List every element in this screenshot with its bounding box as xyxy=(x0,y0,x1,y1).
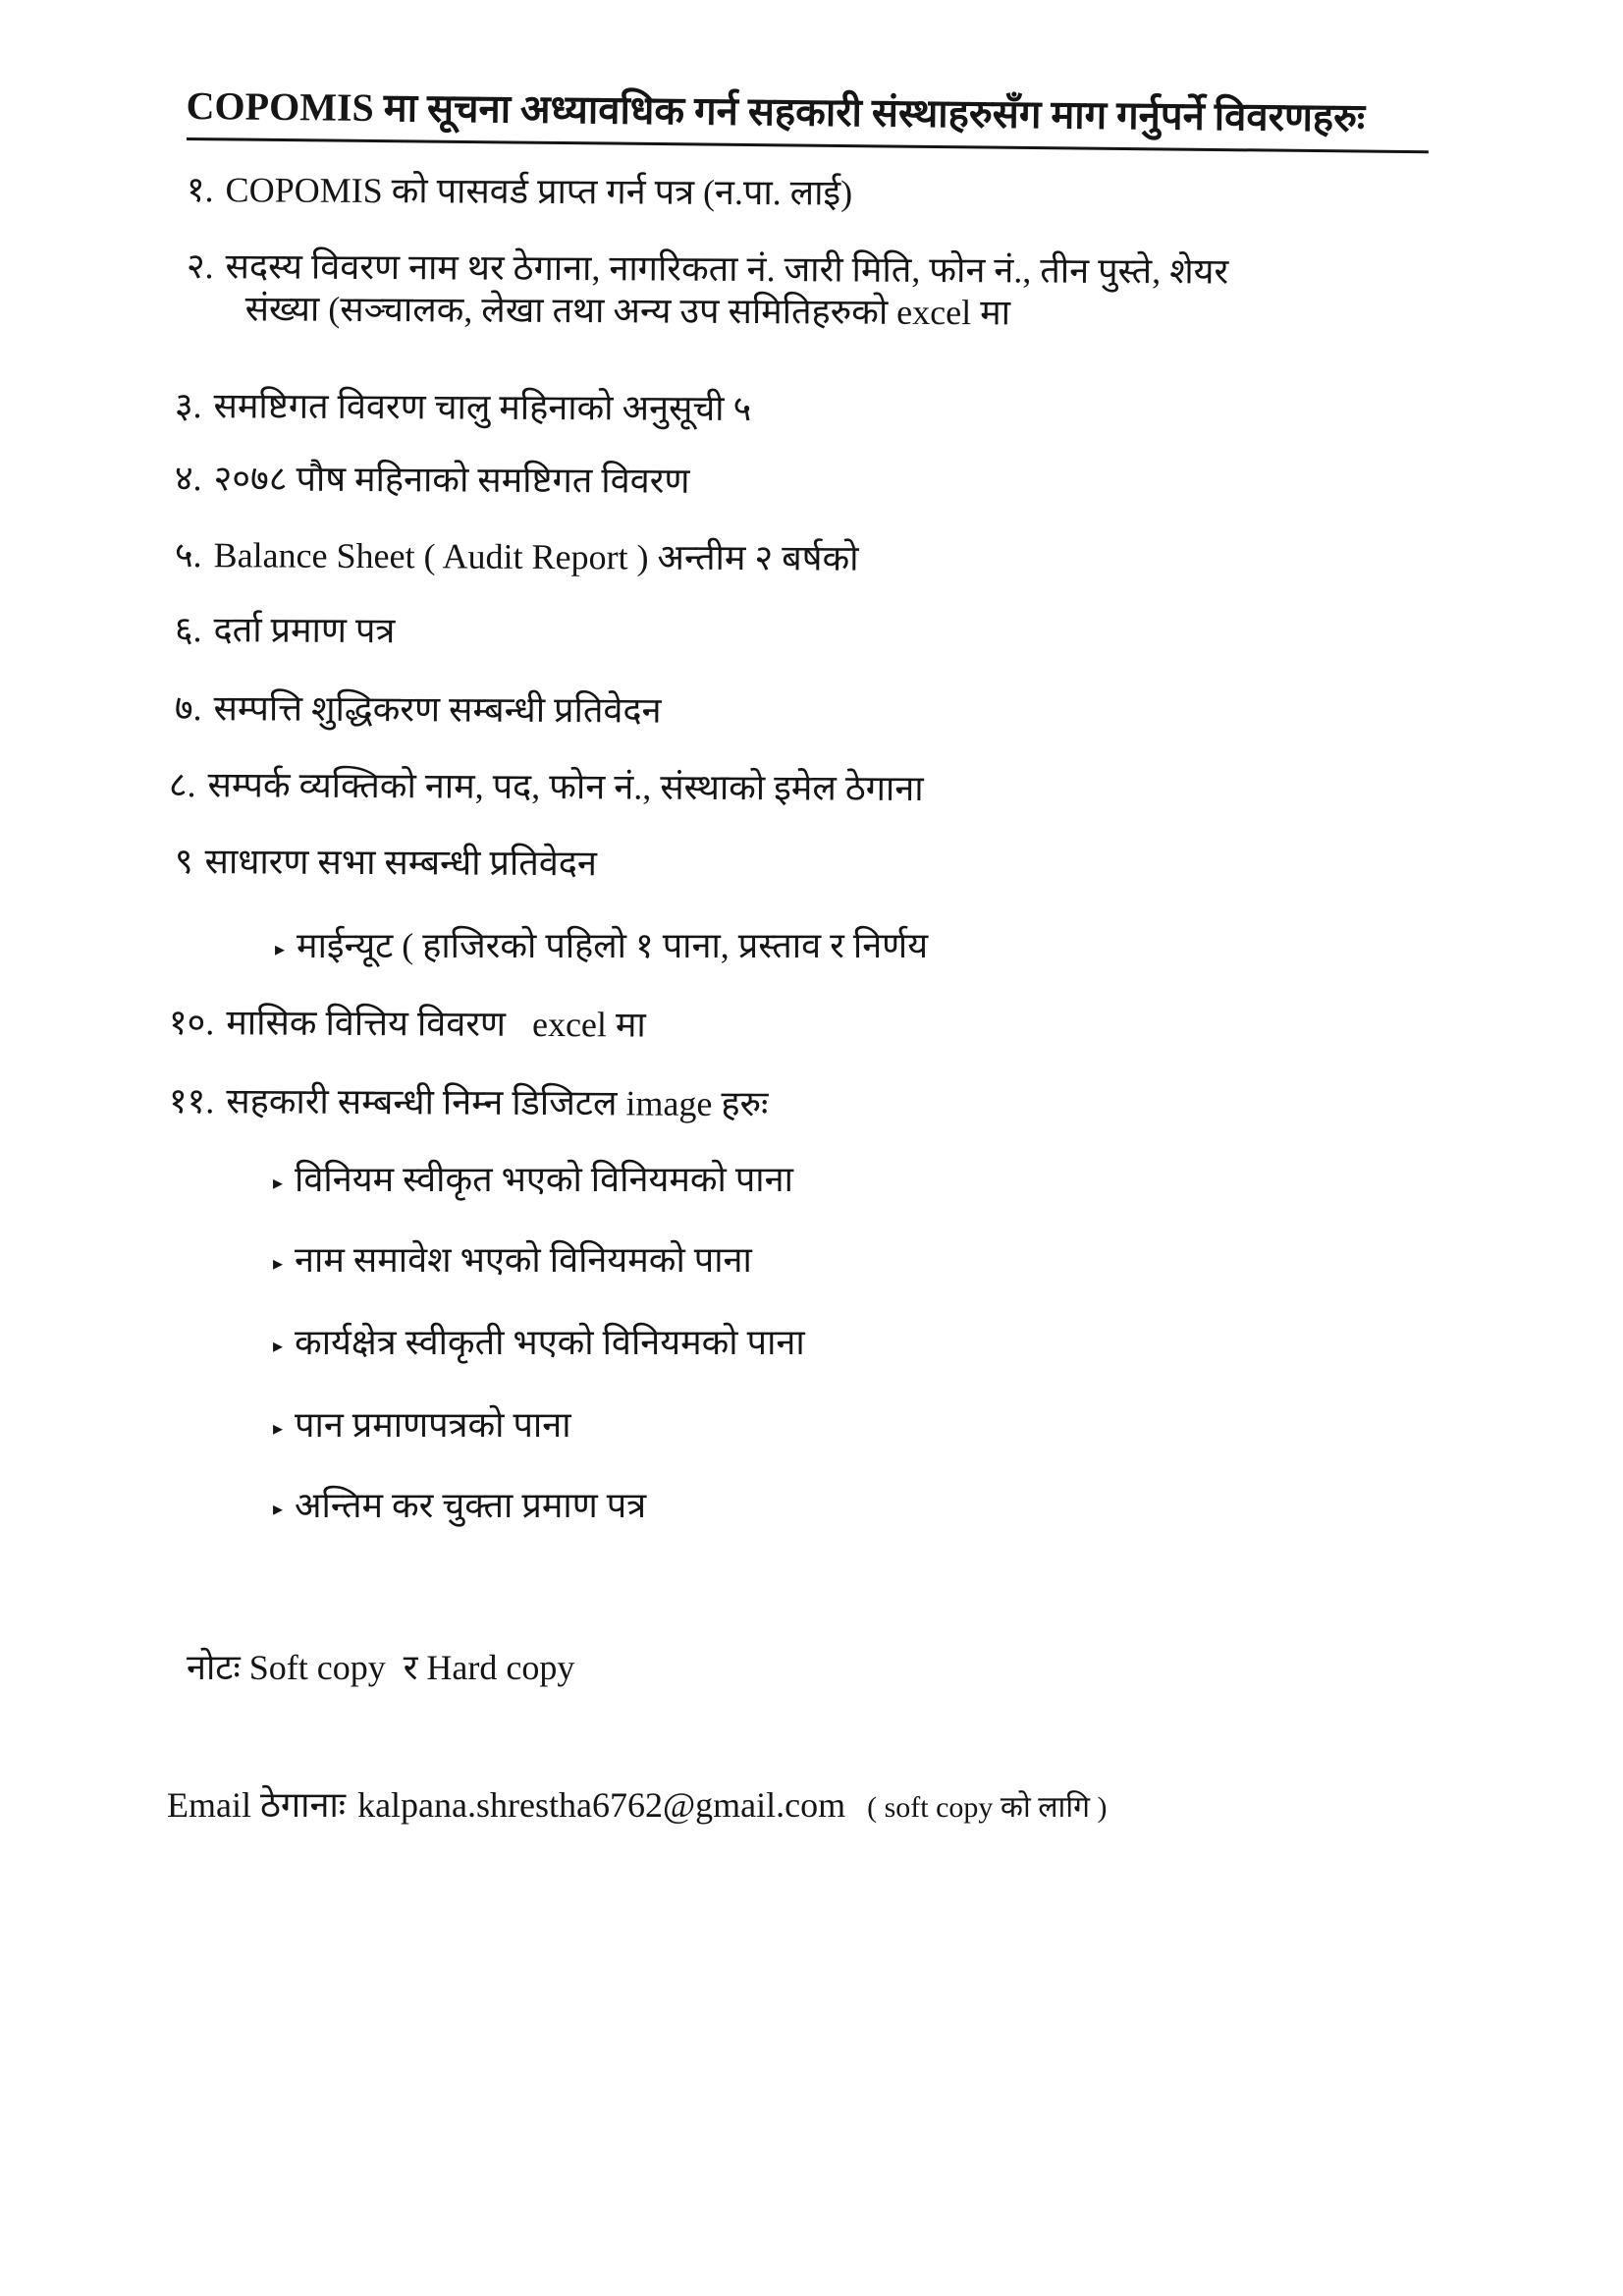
item-text: Balance Sheet ( Audit Report ) अन्तीम २ बर्षको xyxy=(213,535,859,578)
email-line xyxy=(167,1779,1107,1828)
list-item-11 xyxy=(169,1080,769,1125)
sub-item-digital-1 xyxy=(273,1159,793,1201)
list-item-8 xyxy=(169,764,924,810)
sub-item-text: अन्तिम कर चुक्ता प्रमाण पत्र xyxy=(295,1486,647,1525)
sub-item-text: पान प्रमाणपत्रको पाना xyxy=(295,1405,571,1445)
bullet-icon: ▸ xyxy=(275,938,286,960)
list-item-3 xyxy=(175,385,752,430)
bullet-icon: ▸ xyxy=(273,1172,284,1194)
list-item-10 xyxy=(169,1002,646,1047)
bullet-icon: ▸ xyxy=(273,1417,284,1440)
sub-item-minute xyxy=(275,925,928,967)
item-text-continued: संख्या (सञ्चालक, लेखा तथा अन्य उप समितिहरुको excel मा xyxy=(244,289,1011,333)
item-number: ६. xyxy=(174,610,202,650)
bullet-icon: ▸ xyxy=(273,1252,284,1275)
sub-item-text: कार्यक्षेत्र स्वीकृती भएको विनियमको पाना xyxy=(295,1323,805,1362)
email-label: Email ठेगानाः xyxy=(167,1785,347,1825)
bullet-icon: ▸ xyxy=(273,1498,284,1520)
item-text: मासिक वित्तिय विवरण excel मा xyxy=(226,1003,646,1045)
bullet-icon: ▸ xyxy=(273,1335,284,1357)
item-text: साधारण सभा सम्बन्धी प्रतिवेदन xyxy=(204,842,598,884)
item-number: ११. xyxy=(168,1081,215,1121)
sub-item-digital-3 xyxy=(273,1322,805,1364)
list-item-4 xyxy=(175,458,690,503)
item-number: १०. xyxy=(168,1003,215,1043)
list-item-2 xyxy=(187,246,1532,338)
item-text: समष्टिगत विवरण चालु महिनाको अनुसूची ५ xyxy=(213,386,752,429)
list-item-1 xyxy=(187,169,852,215)
item-number: ४. xyxy=(174,459,202,499)
item-text: २०७८ पौष महिनाको समष्टिगत विवरण xyxy=(213,459,690,501)
item-number: ९ xyxy=(174,842,193,882)
list-item-7 xyxy=(175,687,662,733)
list-item-5 xyxy=(175,534,859,580)
item-text: दर्ता प्रमाण पत्र xyxy=(213,610,396,651)
email-address: kalpana.shrestha6762@gmail.com xyxy=(357,1785,846,1825)
document-heading: COPOMIS मा सूचना अध्यावधिक गर्न सहकारी संस्थाहरुसँग माग गर्नुपर्ने विवरणहरुः xyxy=(186,82,1366,140)
list-item-9 xyxy=(175,841,597,885)
sub-item-text: विनियम स्वीकृत भएको विनियमको पाना xyxy=(295,1160,793,1199)
sub-item-digital-4 xyxy=(273,1404,571,1447)
sub-item-digital-2 xyxy=(273,1239,752,1282)
item-number: ७. xyxy=(174,688,202,729)
sub-item-digital-5 xyxy=(273,1485,646,1527)
item-number: १. xyxy=(186,169,214,210)
sub-item-text: माईन्यूट ( हाजिरको पहिलो १ पाना, प्रस्ताव र निर्णय xyxy=(297,926,929,965)
item-number: ३. xyxy=(174,386,202,426)
item-number: ८. xyxy=(168,765,196,805)
item-text: सम्पर्क व्यक्तिको नाम, पद, फोन नं., संस्थाको इमेल ठेगाना xyxy=(207,765,924,809)
sub-item-text: नाम समावेश भएको विनियमको पाना xyxy=(295,1240,752,1280)
email-remark: ( soft copy को लागि ) xyxy=(867,1791,1108,1824)
item-text: सदस्य विवरण नाम थर ठेगाना, नागरिकता नं. जारी मिति, फोन नं., तीन पुस्ते, शेयर xyxy=(225,246,1229,292)
note-line: नोटः Soft copy र Hard copy xyxy=(187,1648,575,1687)
item-text: COPOMIS को पासवर्ड प्राप्त गर्न पत्र (न.पा. लाई) xyxy=(225,170,853,213)
item-text: सहकारी सम्बन्धी निम्न डिजिटल image हरुः xyxy=(226,1081,769,1124)
item-number: ५. xyxy=(174,535,202,575)
list-item-6 xyxy=(175,609,396,652)
item-number: २. xyxy=(186,246,214,287)
item-text: सम्पत्ति शुद्धिकरण सम्बन्धी प्रतिवेदन xyxy=(213,688,662,731)
